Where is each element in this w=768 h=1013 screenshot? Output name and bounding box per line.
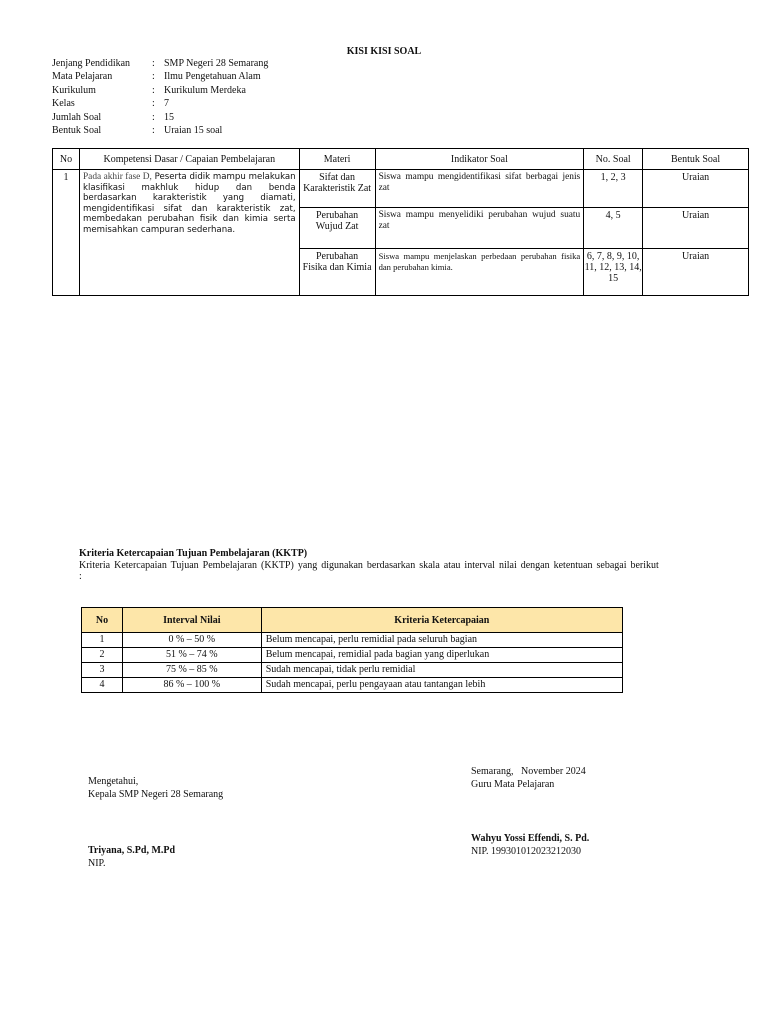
info-row-kelas [52, 97, 268, 110]
materi-cell: Perubahan Wujud Zat [299, 208, 375, 249]
signature-left-nip: NIP. [88, 857, 106, 869]
table-row [82, 663, 623, 678]
signature-left-heading [88, 776, 223, 801]
info-row-jenjang [52, 57, 268, 70]
info-label: Jumlah Soal [52, 111, 102, 123]
signature-right-footer [471, 833, 589, 858]
info-label: Jenjang Pendidikan [52, 58, 131, 69]
kktp-header-interval: Interval Nilai [122, 608, 261, 633]
info-row-jumlah [52, 111, 268, 124]
row-number: 1 [53, 170, 80, 296]
signature-right-line1: Semarang, November 2024 [471, 766, 586, 777]
info-value: Kurikulum Merdeka [164, 84, 246, 96]
no-soal-cell: 4, 5 [584, 208, 643, 249]
kktp-header-no: No [82, 608, 123, 633]
kktp-title: Kriteria Ketercapaian Tujuan Pembelajaran (KKTP) [79, 548, 308, 559]
indikator-cell: Siswa mampu mengidentifikasi sifat berbagai jenis zat [375, 170, 584, 208]
kktp-interval: 0 % – 50 % [122, 633, 261, 648]
info-value: Ilmu Pengetahuan Alam [164, 71, 261, 83]
kktp-interval: 51 % – 74 % [122, 648, 261, 663]
signature-right-line2: Guru Mata Pelajaran [471, 778, 555, 790]
table-row [82, 648, 623, 663]
info-separator: : [152, 58, 155, 69]
indikator-cell: Siswa mampu menyelidiki perubahan wujud suatu zat [375, 208, 584, 249]
info-separator: : [152, 98, 155, 110]
table-row [53, 170, 749, 208]
info-label: Mata Pelajaran [52, 71, 113, 83]
bentuk-soal-cell: Uraian [643, 208, 749, 249]
kktp-kriteria: Belum mencapai, remidial pada bagian yang diperlukan [261, 648, 622, 663]
materi-cell: Perubahan Fisika dan Kimia [299, 249, 375, 296]
info-value: 7 [164, 98, 169, 110]
kktp-no: 3 [82, 663, 123, 678]
table-row [82, 633, 623, 648]
table-header-row [53, 149, 749, 170]
info-value: SMP Negeri 28 Semarang [164, 58, 269, 69]
kktp-interval: 86 % – 100 % [122, 678, 261, 693]
info-value: Uraian 15 soal [164, 124, 223, 136]
info-row-mapel [52, 70, 268, 83]
table-row [82, 678, 623, 693]
header-bentuk-soal: Bentuk Soal [643, 149, 749, 170]
info-block [52, 57, 268, 137]
header-indikator: Indikator Soal [375, 149, 584, 170]
kktp-header-row [82, 608, 623, 633]
kktp-header-kriteria: Kriteria Ketercapaian [261, 608, 622, 633]
no-soal-cell: 1, 2, 3 [584, 170, 643, 208]
header-kompetensi: Kompetensi Dasar / Capaian Pembelajaran [79, 149, 299, 170]
kktp-kriteria: Belum mencapai, perlu remidial pada seluruh bagian [261, 633, 622, 648]
kktp-description: Kriteria Ketercapaian Tujuan Pembelajaran (KKTP) yang digunakan berdasarkan skala atau interval nilai dengan ketentuan sebagai berikut : [79, 560, 659, 582]
kisi-kisi-table [52, 148, 749, 296]
no-soal-cell: 6, 7, 8, 9, 10, 11, 12, 13, 14, 15 [584, 249, 643, 296]
indikator-cell: Siswa mampu menjelaskan perbedaan perubahan fisika dan perubahan kimia. [375, 249, 584, 296]
header-no: No [53, 149, 80, 170]
signature-left-line1: Mengetahui, [88, 776, 139, 787]
signature-right-heading [471, 766, 586, 791]
bentuk-soal-cell: Uraian [643, 170, 749, 208]
info-label: Bentuk Soal [52, 124, 102, 136]
info-separator: : [152, 111, 155, 123]
info-separator: : [152, 84, 155, 96]
header-no-soal: No. Soal [584, 149, 643, 170]
signature-right-name: Wahyu Yossi Effendi, S. Pd. [471, 833, 590, 844]
kktp-no: 1 [82, 633, 123, 648]
info-label: Kelas [52, 98, 75, 110]
kktp-kriteria: Sudah mencapai, perlu pengayaan atau tantangan lebih [261, 678, 622, 693]
kompetensi-text: Peserta didik mampu melakukan klasifikasi makhluk hidup dan benda berdasarkan karakteristik yang diamati, mengidentifikasi sifat dan karakteristik zat, membedakan perubahan fisik dan kimia serta memisahkan campuran sederhana. [82, 172, 296, 235]
bentuk-soal-cell: Uraian [643, 249, 749, 296]
signature-left-name: Triyana, S.Pd, M.Pd [88, 845, 176, 856]
kompetensi-cell [79, 170, 299, 296]
info-separator: : [152, 124, 155, 136]
info-separator: : [152, 71, 155, 83]
document-title: KISI KISI SOAL [346, 46, 422, 57]
info-label: Kurikulum [52, 84, 96, 96]
signature-left-footer [88, 845, 175, 870]
signature-right-nip: NIP. 199301012023212030 [471, 845, 582, 857]
info-value: 15 [164, 111, 174, 123]
header-materi: Materi [299, 149, 375, 170]
info-row-bentuk [52, 124, 268, 137]
kktp-no: 4 [82, 678, 123, 693]
materi-cell: Sifat dan Karakteristik Zat [299, 170, 375, 208]
kktp-no: 2 [82, 648, 123, 663]
kktp-kriteria: Sudah mencapai, tidak perlu remidial [261, 663, 622, 678]
kompetensi-lead: Pada akhir fase D, [82, 172, 152, 182]
kktp-table [81, 607, 623, 693]
kktp-interval: 75 % – 85 % [122, 663, 261, 678]
info-row-kurikulum [52, 84, 268, 97]
signature-left-line2: Kepala SMP Negeri 28 Semarang [88, 788, 224, 800]
